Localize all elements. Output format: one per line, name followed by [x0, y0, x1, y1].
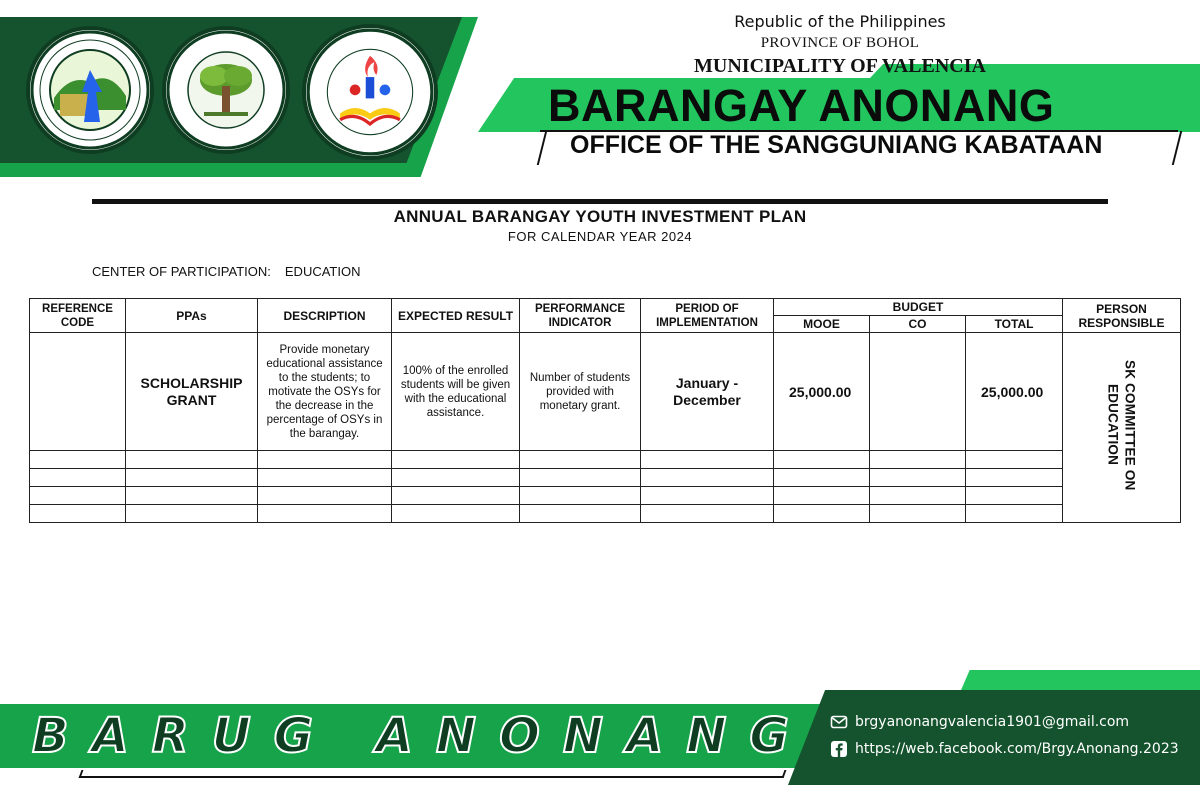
- cell-expected-result: 100% of the enrolled students will be given with the educational assistance.: [392, 333, 520, 451]
- investment-plan-table: [29, 298, 1181, 523]
- center-of-participation: [92, 264, 361, 279]
- cell-co: [870, 333, 966, 451]
- col-performance-indicator: PERFORMANCE INDICATOR: [520, 299, 641, 333]
- col-reference-code: REFERENCE CODE: [30, 299, 126, 333]
- col-mooe: MOOE: [774, 316, 870, 333]
- col-total: TOTAL: [966, 316, 1063, 333]
- barangay-name: BARANGAY ANONANG: [548, 80, 1055, 131]
- republic-line: Republic of the Philippines: [734, 12, 946, 31]
- province-line: PROVINCE OF BOHOL: [760, 35, 920, 51]
- col-person-responsible: PERSON RESPONSIBLE: [1063, 299, 1181, 333]
- office-title: OFFICE OF THE SANGGUNIANG KABATAAN: [570, 131, 1103, 159]
- cell-ppa: SCHOLARSHIP GRANT: [126, 333, 258, 451]
- document-title: ANNUAL BARANGAY YOUTH INVESTMENT PLAN: [393, 207, 807, 226]
- sk-seal-logo: [302, 24, 438, 160]
- email-text[interactable]: brgyanonangvalencia1901@gmail.com: [855, 714, 1130, 730]
- cell-period: January - December: [641, 333, 774, 451]
- cell-reference-code: [30, 333, 126, 451]
- table-row: [30, 333, 1181, 451]
- footer-tagline: BARUG ANONANG: [32, 708, 812, 764]
- municipal-seal-logo: [26, 26, 154, 154]
- center-label: CENTER OF PARTICIPATION:: [92, 264, 271, 279]
- mail-icon: [830, 713, 848, 731]
- center-value: EDUCATION: [284, 264, 361, 279]
- facebook-text[interactable]: https://web.facebook.com/Brgy.Anonang.2023: [855, 741, 1179, 757]
- cell-description: Provide monetary educational assistance to the students; to motivate the OSYs for the decrease in the percentage of OSYs in the barangay.: [258, 333, 392, 451]
- facebook-icon: [830, 740, 848, 758]
- footer-contact-panel: [788, 690, 1200, 785]
- cell-performance-indicator: Number of students provided with monetary grant.: [520, 333, 641, 451]
- table-row: [30, 469, 1181, 487]
- table-row: [30, 505, 1181, 523]
- contact-email[interactable]: [830, 713, 1129, 731]
- col-ppas: PPAs: [126, 299, 258, 333]
- barangay-seal-logo: [162, 26, 290, 154]
- cell-total: 25,000.00: [966, 333, 1063, 451]
- header-divider: [92, 199, 1108, 204]
- col-expected-result: EXPECTED RESULT: [392, 299, 520, 333]
- cell-mooe: 25,000.00: [774, 333, 870, 451]
- person-responsible-text: SK COMMITTEE ON EDUCATION: [1105, 359, 1138, 491]
- municipality-line: MUNICIPALITY OF VALENCIA: [694, 55, 986, 77]
- table-row: [30, 487, 1181, 505]
- contact-facebook[interactable]: [830, 740, 1179, 758]
- col-co: CO: [870, 316, 966, 333]
- col-period: PERIOD OF IMPLEMENTATION: [641, 299, 774, 333]
- cell-person-responsible: [1063, 333, 1181, 523]
- col-description: DESCRIPTION: [258, 299, 392, 333]
- table-header-row: [30, 299, 1181, 316]
- document-subtitle: FOR CALENDAR YEAR 2024: [507, 229, 693, 244]
- col-budget: BUDGET: [774, 299, 1063, 316]
- table-row: [30, 451, 1181, 469]
- footer-underline: [79, 770, 787, 778]
